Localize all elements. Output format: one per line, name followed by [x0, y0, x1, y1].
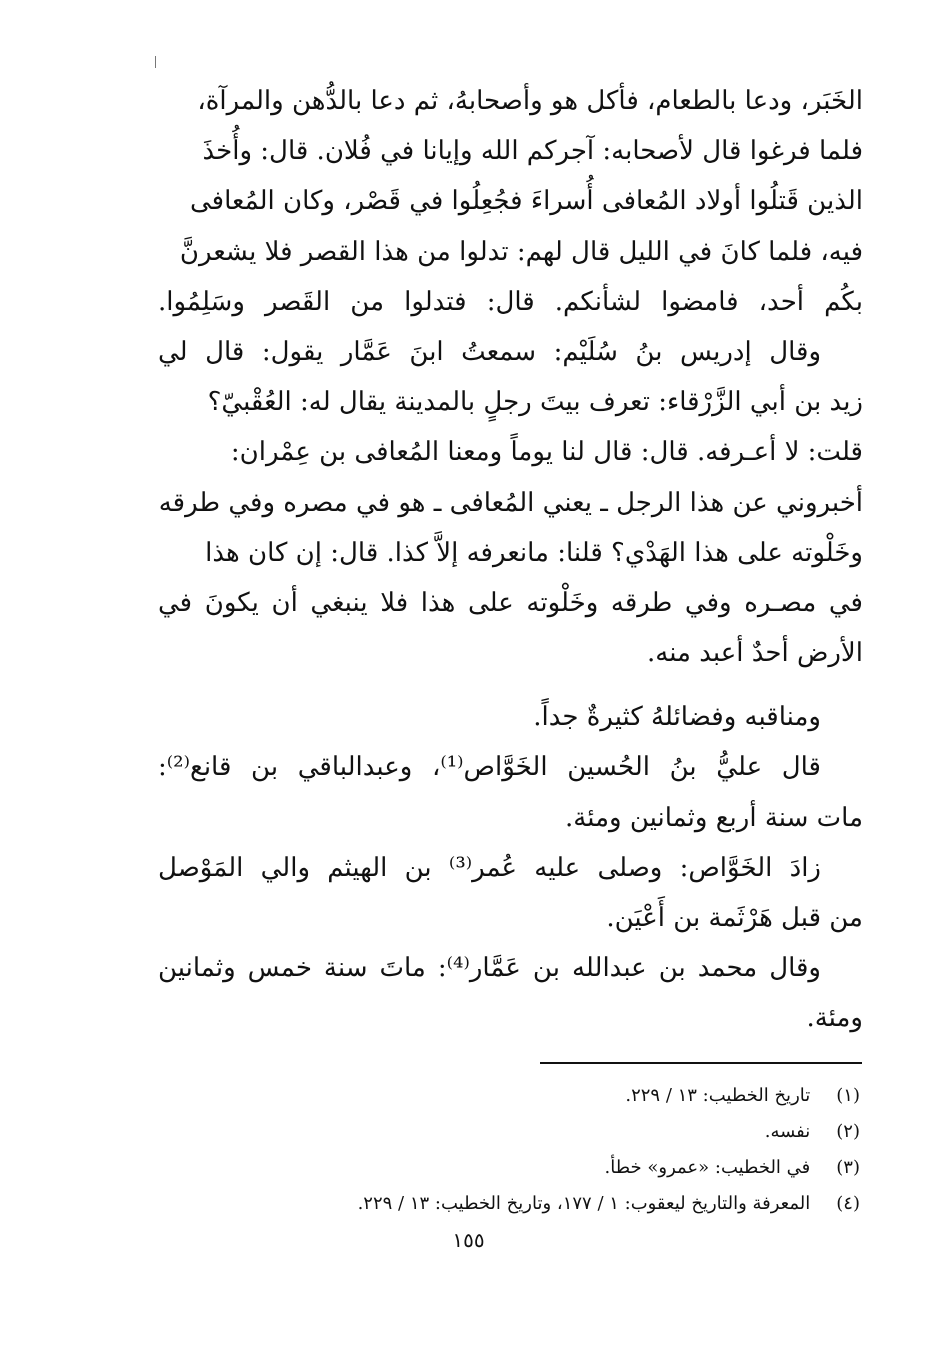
footnote-item: [240, 1150, 860, 1186]
paragraph-gap: [158, 678, 863, 692]
text-line: ومناقبه وفضائلهُ كثيرةٌ جداً.: [533, 702, 821, 733]
text-line: من قبل هَرْثَمة بن أَعْيَن.: [606, 903, 863, 933]
margin-mark: [155, 56, 156, 68]
text-line: مات سنة أربع وثمانين ومئة.: [565, 802, 863, 833]
text-line: زيد بن أبي الزَّرْقاء: تعرف بيتَ رجلٍ بالمدينة يقال له: العُقْبيّ؟: [207, 387, 863, 418]
text-line: الخَبَر، ودعا بالطعام، فأكل هو وأصحابهُ، ثم دعا بالدُّهن والمرآة،: [197, 86, 863, 116]
text-line: في مصـره وفي طرقه وخَلْوته على هذا فلا ينبغي أن يكونَ في: [158, 587, 863, 618]
footnote-text: تاريخ الخطيب: ١٣ / ٢٢٩.: [625, 1085, 811, 1106]
footnote-text: نفسه.: [764, 1121, 811, 1142]
footnote-text: في الخطيب: «عمرو» خطأ.: [604, 1157, 811, 1178]
main-text: [158, 76, 863, 1044]
text-line: فيه، فلما كانَ في الليل قال لهم: تدلوا من هذا القصر فلا يشعرنَّ: [179, 236, 863, 267]
text-line: أخبروني عن هذا الرجل ـ يعني المُعافى ـ هو في مصره وفي طرقه: [158, 487, 863, 518]
footnotes: [240, 1078, 860, 1222]
footnote-item: [240, 1114, 860, 1150]
footnote-separator: [540, 1062, 862, 1064]
footnote-text: المعرفة والتاريخ ليعقوب: ١ / ١٧٧، وتاريخ الخطيب: ١٣ / ٢٢٩.: [357, 1193, 811, 1214]
footnote-number: (١): [836, 1085, 860, 1106]
text-line: وقال محمد بن عبدالله بن عَمَّار⁽⁴⁾: ماتَ سنة خمس وثمانين: [158, 953, 821, 984]
text-line: قال عليُّ بنُ الحُسين الخَوَّاص⁽¹⁾، وعبدالباقي بن قانع⁽²⁾:: [158, 752, 821, 783]
footnote-number: (٤): [836, 1193, 860, 1214]
text-line: الذين قَتلُوا أولاد المُعافى أُسراءَ فجُعِلُوا في قَصْر، وكان المُعافى: [190, 186, 863, 217]
text-line: بكُم أحد، فامضوا لشأنكم. قال: فتدلوا من القَصر وسَلِمُوا.: [158, 286, 863, 317]
footnote-number: (٣): [836, 1157, 860, 1178]
page-number: ١٥٥: [452, 1228, 485, 1252]
text-line: فلما فرغوا قال لأصحابه: آجركم الله وإيانا في فُلان. قال: وأُخذَ: [202, 136, 863, 167]
footnote-item: [240, 1078, 860, 1114]
footnote-number: (٢): [836, 1121, 860, 1142]
text-line: ومئة.: [806, 1003, 863, 1034]
text-line: زادَ الخَوَّاص: وصلى عليه عُمر⁽³⁾ بن الهيثم والي المَوْصل: [158, 852, 821, 883]
text-line: وقال إدريس بنُ سُلَيْم: سمعتُ ابنَ عَمَّار يقول: قال لي: [158, 336, 822, 367]
text-line: قلت: لا أعـرفه. قال: قال لنا يوماً ومعنا المُعافى بن عِمْران:: [230, 437, 863, 468]
text-line: الأرض أحدٌ أعبد منه.: [647, 638, 863, 669]
text-line: وخَلْوته على هذا الهَدْي؟ قلنا: مانعرفه إلاَّ كذا. قال: إن كان هذا: [205, 537, 863, 568]
footnote-item: [240, 1186, 860, 1222]
